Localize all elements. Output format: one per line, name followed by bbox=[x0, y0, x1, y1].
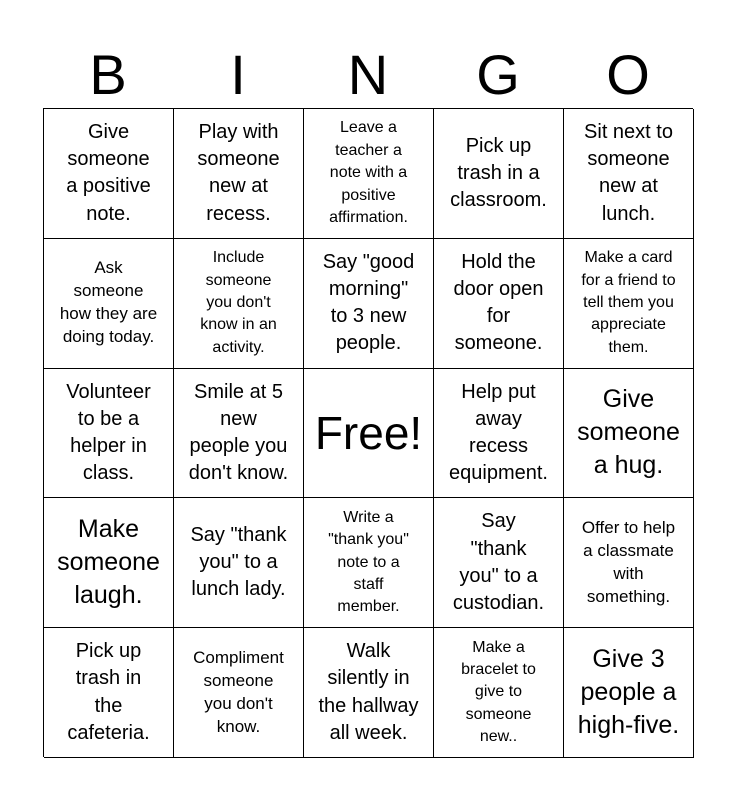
bingo-cell[interactable]: Pick up trash in a classroom. bbox=[434, 109, 564, 239]
bingo-cell[interactable]: Make a card for a friend to tell them you appreciate them. bbox=[564, 239, 694, 369]
bingo-cell[interactable]: Smile at 5 new people you don't know. bbox=[174, 369, 304, 499]
bingo-cell[interactable]: Compliment someone you don't know. bbox=[174, 628, 304, 758]
bingo-cell[interactable]: Make someone laugh. bbox=[44, 498, 174, 628]
bingo-cell[interactable]: Write a "thank you" note to a staff member. bbox=[304, 498, 434, 628]
bingo-cell[interactable]: Ask someone how they are doing today. bbox=[44, 239, 174, 369]
bingo-cell[interactable]: Sit next to someone new at lunch. bbox=[564, 109, 694, 239]
bingo-cell[interactable]: Play with someone new at recess. bbox=[174, 109, 304, 239]
bingo-cell[interactable]: Include someone you don't know in an activity. bbox=[174, 239, 304, 369]
header-letter-g: G bbox=[476, 43, 520, 106]
bingo-cell[interactable]: Give 3 people a high-five. bbox=[564, 628, 694, 758]
header-letter-o: O bbox=[606, 43, 650, 106]
bingo-cell[interactable]: Volunteer to be a helper in class. bbox=[44, 369, 174, 499]
bingo-cell[interactable]: Give someone a hug. bbox=[564, 369, 694, 499]
bingo-cell[interactable]: Make a bracelet to give to someone new.. bbox=[434, 628, 564, 758]
header-letter-b: B bbox=[89, 43, 127, 106]
header-letter-i: I bbox=[230, 43, 246, 106]
bingo-cell[interactable]: Leave a teacher a note with a positive affirmation. bbox=[304, 109, 434, 239]
free-space-cell[interactable]: Free! bbox=[304, 369, 434, 499]
bingo-cell[interactable]: Offer to help a classmate with something. bbox=[564, 498, 694, 628]
header-letter-n: N bbox=[347, 43, 389, 106]
bingo-board bbox=[43, 108, 693, 757]
bingo-cell[interactable]: Pick up trash in the cafeteria. bbox=[44, 628, 174, 758]
bingo-cell[interactable]: Say "thank you" to a lunch lady. bbox=[174, 498, 304, 628]
bingo-header bbox=[43, 42, 693, 108]
bingo-cell[interactable]: Give someone a positive note. bbox=[44, 109, 174, 239]
bingo-cell[interactable]: Say "thank you" to a custodian. bbox=[434, 498, 564, 628]
bingo-cell[interactable]: Hold the door open for someone. bbox=[434, 239, 564, 369]
bingo-cell[interactable]: Help put away recess equipment. bbox=[434, 369, 564, 499]
bingo-cell[interactable]: Say "good morning" to 3 new people. bbox=[304, 239, 434, 369]
bingo-cell[interactable]: Walk silently in the hallway all week. bbox=[304, 628, 434, 758]
